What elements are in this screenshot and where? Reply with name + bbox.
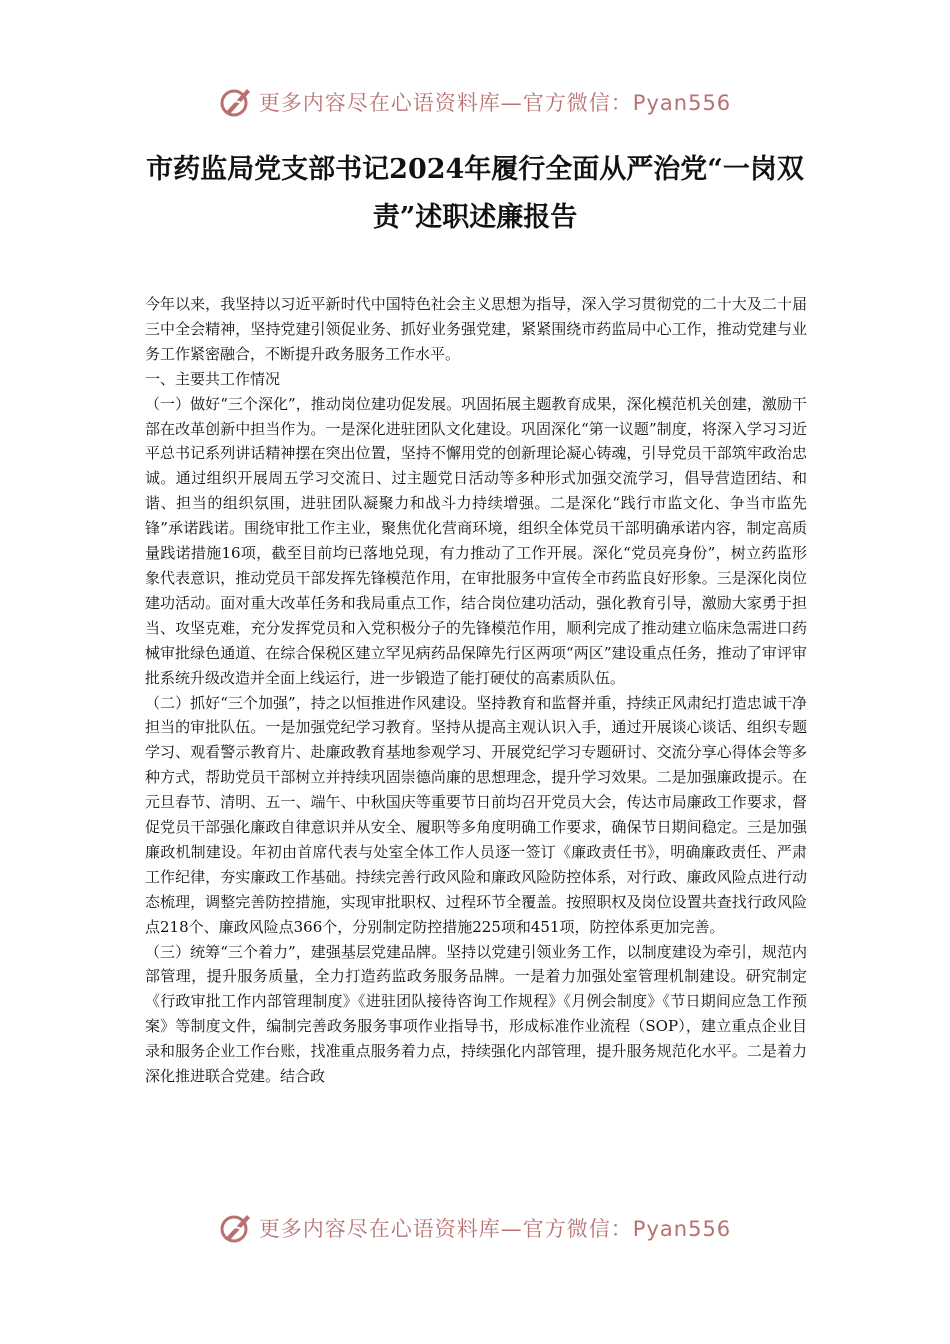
paragraph-section-2: （二）抓好“三个加强”，持之以恒推进作风建设。坚持教育和监督并重，持续正风肃纪打造忠诚干净担当的审批队伍。一是加强党纪学习教育。坚持从提高主观认识入手，通过开展谈心谈话、组织专题学习、观看警示教育片、赴廉政教育基地参观学习、开展党纪学习专题研讨、交流分享心得体会等多种方式，帮助党员干部树立并持续巩固崇德尚廉的思想理念，提升学习效果。二是加强廉政提示。在元旦春节、清明、五一、端午、中秋国庆等重要节日前均召开党员大会，传达市局廉政工作要求，督促党员干部强化廉政自律意识并从安全、履职等多角度明确工作要求，确保节日期间稳定。三是加强廉政机制建设。年初由首席代表与处室全体工作人员逐一签订《廉政责任书》，明确廉政责任、严肃工作纪律，夯实廉政工作基础。持续完善行政风险和廉政风险防控体系，对行政、廉政风险点进行动态梳理，调整完善防控措施，实现审批职权、过程环节全覆盖。按照职权及岗位设置共查找行政风险点218个、廉政风险点366个，分别制定防控措施225项和451项，防控体系更加完善。 [145, 693, 807, 936]
section-heading: 一、主要共工作情况 [145, 369, 281, 388]
document-title: 市药监局党支部书记2024年履行全面从严治党“一岗双责”述职述廉报告 [146, 154, 804, 233]
quill-seal-icon [219, 1211, 253, 1245]
watermark-text: 更多内容尽在心语资料库—官方微信：Pyan556 [258, 91, 732, 115]
watermark-banner-bottom [0, 1208, 950, 1248]
watermark-banner-top [0, 82, 950, 122]
paragraph-intro: 今年以来，我坚持以习近平新时代中国特色社会主义思想为指导，深入学习贯彻党的二十大及二十届三中全会精神，坚持党建引领促业务、抓好业务强党建，紧紧围绕市药监局中心工作，推动党建与业务工作紧密融合，不断提升政务服务工作水平。 [145, 295, 807, 363]
paragraph-section-3: （三）统筹“三个着力”，建强基层党建品牌。坚持以党建引领业务工作，以制度建设为牵引，规范内部管理，提升服务质量，全力打造药监政务服务品牌。一是着力加强处室管理机制建设。研究制定《行政审批工作内部管理制度》《进驻团队接待咨询工作规程》《月例会制度》《节日期间应急工作预案》等制度文件，编制完善政务服务事项作业指导书，形成标准作业流程（SOP），建立重点企业目录和服务企业工作台账，找准重点服务着力点，持续强化内部管理，提升服务规范化水平。二是着力深化推进联合党建。结合政 [145, 942, 807, 1086]
paragraph-section-1: （一）做好“三个深化”，推动岗位建功促发展。巩固拓展主题教育成果，深化模范机关创建，激励干部在改革创新中担当作为。一是深化进驻团队文化建设。巩固深化“第一议题”制度，将深入学习习近平总书记系列讲话精神摆在突出位置，坚持不懈用党的创新理论凝心铸魂，引导党员干部筑牢政治忠诚。通过组织开展周五学习交流日、过主题党日活动等多种形式加强交流学习，倡导营造团结、和谐、担当的组织氛围，进驻团队凝聚力和战斗力持续增强。二是深化“践行市监文化、争当市监先锋”承诺践诺。围绕审批工作主业，聚焦优化营商环境，组织全体党员干部明确承诺内容，制定高质量践诺措施16项，截至目前均已落地兑现，有力推动了工作开展。深化“党员亮身份”，树立药监形象代表意识，推动党员干部发挥先锋模范作用，在审批服务中宣传全市药监良好形象。三是深化岗位建功活动。面对重大改革任务和我局重点工作，结合岗位建功活动，强化教育引导，激励大家勇于担当、攻坚克难，充分发挥党员和入党积极分子的先锋模范作用，顺利完成了推动建立临床急需进口药械审批绿色通道、在综合保税区建立罕见病药品保障先行区两项“两区”建设重点任务，推动了审评审批系统升级改造并全面上线运行，进一步锻造了能打硬仗的高素质队伍。 [145, 394, 807, 687]
quill-seal-icon [219, 85, 253, 119]
watermark-text: 更多内容尽在心语资料库—官方微信：Pyan556 [258, 1217, 732, 1241]
document-body [145, 292, 807, 1089]
